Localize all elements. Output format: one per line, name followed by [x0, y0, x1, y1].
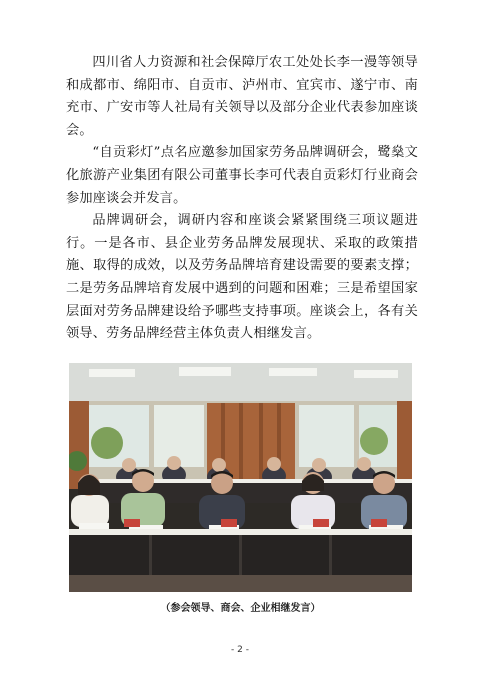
paragraph-zigong-lantern: “自贡彩灯”点名应邀参加国家劳务品牌调研会，鹭燊文化旅游产业集团有限公司董事长李可代表自贡彩灯行业商会参加座谈会并发言。: [66, 145, 418, 206]
meeting-photo: [69, 363, 412, 592]
photo-caption: （参会领导、商会、企业相继发言）: [160, 603, 321, 614]
paragraph-attendees: 四川省人力资源和社会保障厅农工处处长李一漫等领导和成都市、绵阳市、自贡市、泸州市、宜宾市、遂宁市、南充市、广安市等人社局有关领导以及部分企业代表参加座谈会。: [66, 55, 418, 138]
paragraph-agenda: 品牌调研会，调研内容和座谈会紧紧围绕三项议题进行。一是各市、县企业劳务品牌发展现状、采取的政策措施、取得的成效，以及劳务品牌培育建设需要的要素支撑；二是劳务品牌培育发展中遇到的问题和困难；三是希望国家层面对劳务品牌建设给予哪些支持事项。座谈会上，各有关领导、劳务品牌经营主体负责人相继发言。: [66, 213, 418, 342]
page-number: - 2 -: [231, 645, 249, 655]
body-text: [66, 52, 418, 346]
